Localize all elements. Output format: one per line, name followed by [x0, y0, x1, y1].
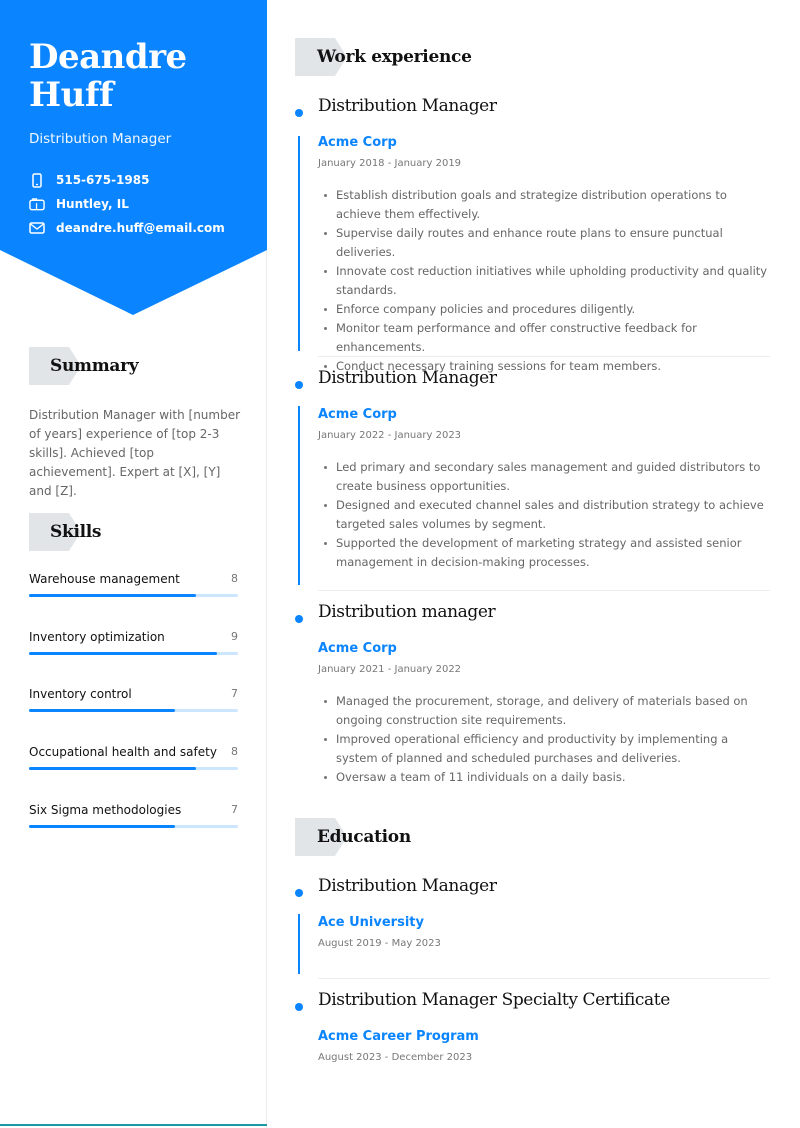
bullet-item: Enforce company policies and procedures diligently. [318, 300, 768, 319]
phone-icon [29, 172, 45, 188]
entry-divider [318, 356, 770, 357]
last-name: Huff [29, 75, 114, 115]
right-column [267, 0, 800, 1128]
skill-bar-fill [29, 709, 175, 712]
entry-divider [318, 978, 770, 979]
skill-bar-track [29, 825, 238, 828]
entry-bullets [318, 186, 768, 376]
mail-icon [29, 220, 45, 236]
entry-dates: August 2019 - May 2023 [318, 938, 441, 949]
skill-item [29, 744, 238, 802]
timeline-dot [295, 1003, 303, 1011]
entry-title: Distribution Manager [318, 368, 497, 388]
skill-name: Warehouse management [29, 572, 180, 586]
bullet-item: Managed the procurement, storage, and delivery of materials based on ongoing construction site requirements. [318, 692, 768, 730]
skill-item [29, 571, 238, 629]
education-heading [295, 818, 411, 856]
skill-name: Six Sigma methodologies [29, 802, 182, 817]
skill-level: 9 [231, 629, 238, 643]
skill-bar-fill [29, 825, 175, 828]
skill-item [29, 802, 238, 860]
skill-name: Inventory optimization [29, 629, 165, 644]
entry-school: Acme Career Program [318, 1029, 479, 1044]
skill-item [29, 629, 238, 687]
entry-dates: January 2022 - January 2023 [318, 430, 462, 441]
skill-level: 8 [231, 745, 238, 759]
timeline-line [298, 406, 300, 585]
entry-title: Distribution Manager [318, 876, 497, 896]
skills-heading [29, 513, 101, 551]
work-experience-heading [295, 38, 472, 76]
timeline-line [298, 914, 300, 974]
summary-heading [29, 347, 138, 385]
timeline-dot [295, 381, 303, 389]
bullet-item: Innovate cost reduction initiatives while upholding productivity and quality standards. [318, 262, 768, 300]
skill-bar-track [29, 709, 238, 712]
entry-dates: January 2021 - January 2022 [318, 664, 462, 675]
timeline-dot [295, 615, 303, 623]
timeline-dot [295, 889, 303, 897]
job-title: Distribution Manager [29, 131, 172, 147]
work-entry [267, 602, 800, 792]
timeline-dot [295, 109, 303, 117]
entry-bullets [318, 692, 768, 787]
entry-school: Ace University [318, 915, 424, 930]
left-column [0, 0, 267, 1128]
entry-title: Distribution Manager Specialty Certificate [318, 990, 670, 1010]
footer-divider [0, 1124, 267, 1126]
entry-company: Acme Corp [318, 135, 397, 150]
skills-list [29, 571, 238, 859]
candidate-name [29, 38, 257, 114]
bullet-item: Improved operational efficiency and productivity by implementing a system of planned and scheduled purchases and deliveries. [318, 730, 768, 768]
education-heading-label: Education [317, 827, 411, 847]
skill-level: 8 [231, 572, 238, 585]
skill-name: Occupational health and safety [29, 745, 217, 760]
education-entry [267, 990, 800, 1080]
timeline-line [298, 136, 300, 351]
skill-bar-fill [29, 767, 196, 770]
entry-dates: January 2018 - January 2019 [318, 158, 462, 169]
skill-level: 7 [231, 687, 238, 701]
bullet-item: Conduct necessary training sessions for team members. [318, 357, 768, 376]
bullet-item: Led primary and secondary sales management and guided distributors to create business opportunities. [318, 458, 768, 496]
phone-number: 515-675-1985 [56, 173, 150, 187]
skill-bar-fill [29, 594, 196, 597]
skill-item [29, 686, 238, 744]
bullet-item: Oversaw a team of 11 individuals on a daily basis. [318, 768, 768, 787]
entry-bullets [318, 458, 768, 572]
skill-bar-track [29, 767, 238, 770]
skill-bar-fill [29, 652, 217, 655]
skill-bar-track [29, 594, 238, 597]
education-entry [267, 876, 800, 980]
bullet-item: Establish distribution goals and strategize distribution operations to achieve them effectively. [318, 186, 768, 224]
bullet-item: Supported the development of marketing strategy and assisted senior management in decision-making processes. [318, 534, 768, 572]
contact-phone[interactable] [29, 168, 257, 192]
summary-text: Distribution Manager with [number of years] experience of [top 2-3 skills]. Achieved [top achievement]. Expert at [X], [Y] and [Z]. [29, 408, 241, 498]
skill-level: 7 [231, 802, 238, 816]
entry-divider [318, 590, 770, 591]
entry-company: Acme Corp [318, 641, 397, 656]
location-text: Huntley, IL [56, 197, 129, 211]
contact-list [29, 168, 257, 240]
entry-dates: August 2023 - December 2023 [318, 1052, 473, 1063]
bullet-item: Monitor team performance and offer constructive feedback for enhancements. [318, 319, 768, 357]
entry-title: Distribution manager [318, 602, 496, 622]
email-address: deandre.huff@email.com [56, 221, 225, 235]
first-name: Deandre [29, 37, 187, 77]
summary-heading-label: Summary [50, 356, 139, 376]
entry-company: Acme Corp [318, 407, 397, 422]
work-entry [267, 368, 800, 594]
contact-email[interactable] [29, 216, 257, 240]
location-icon [29, 196, 45, 212]
work-experience-heading-label: Work experience [317, 47, 472, 67]
work-entry [267, 96, 800, 373]
bullet-item: Supervise daily routes and enhance route plans to ensure punctual deliveries. [318, 224, 768, 262]
skills-heading-label: Skills [50, 522, 102, 542]
skill-name: Inventory control [29, 687, 132, 702]
header-banner [0, 0, 267, 316]
bullet-item: Designed and executed channel sales and distribution strategy to achieve targeted sales volumes by segment. [318, 496, 768, 534]
contact-location [29, 192, 257, 216]
entry-title: Distribution Manager [318, 96, 497, 116]
skill-bar-track [29, 652, 238, 655]
